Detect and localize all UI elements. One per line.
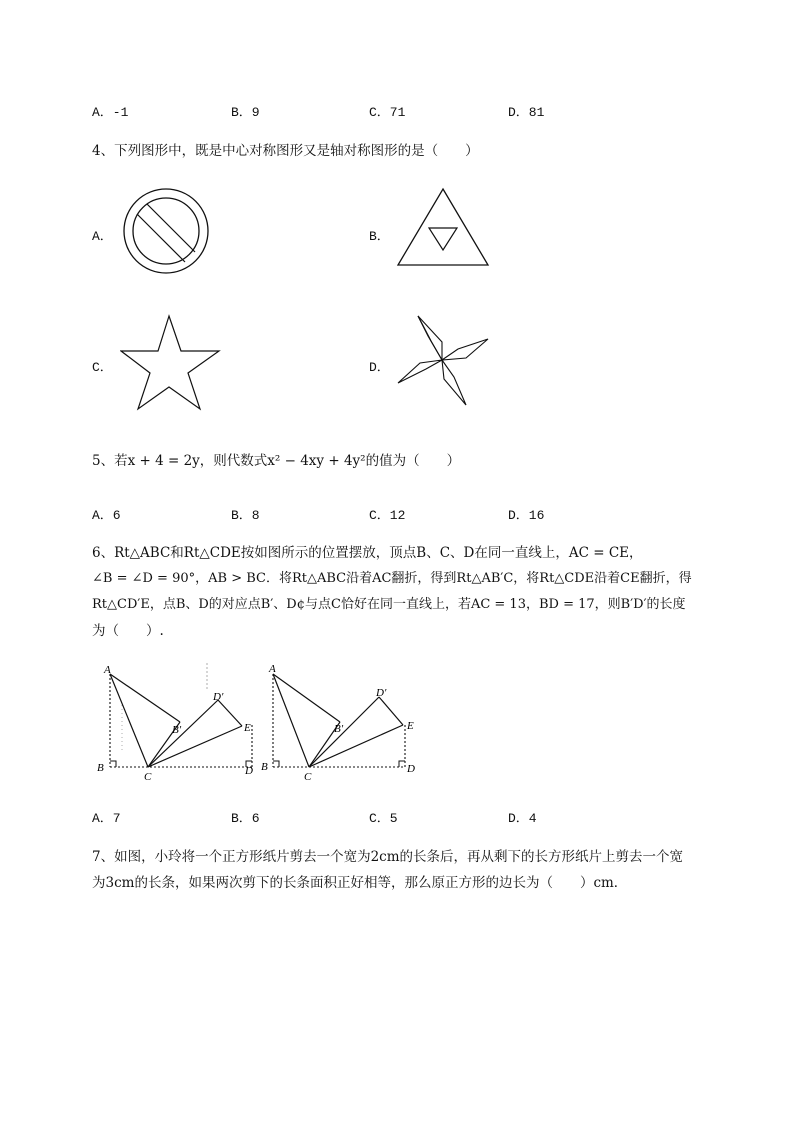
q5-option-c: C．12 [369,508,406,523]
q6-right-label-d: D [407,763,415,775]
q5-option-d: D．16 [508,508,545,523]
pinwheel-figure [396,313,492,409]
q6-right-label-e: E [407,720,414,732]
q6-option-d: D．4 [508,811,537,826]
q6-left-label-b-prime: B′ [172,724,182,736]
q6-left-label-c: C [144,771,152,782]
q5-stem: 5、若x + 4 = 2y，则代数式x² − 4xy + 4y²的值为（ ） [92,453,461,469]
q7-line-1: 7、如图，小玲将一个正方形纸片剪去一个宽为2cm的长条后，再从剩下的长方形纸片上剪去一个宽 [92,849,684,865]
q6-option-a: A．7 [92,811,121,826]
q6-left-label-d-prime: D′ [213,691,224,703]
q6-right-label-a: A [269,663,276,675]
q5-option-a: A．6 [92,508,121,523]
q6-figure-left [92,660,264,782]
q6-right-label-c: C [304,771,312,782]
star-figure [120,314,222,412]
q6-left-label-d: D [245,765,253,777]
q6-right-label-d-prime: D′ [376,687,387,699]
q7-line-2: 为3cm的长条，如果两次剪下的长条面积正好相等，那么原正方形的边长为（ ）cm． [92,875,628,891]
q4-label-b: B． [369,229,390,244]
q4-label-a: A． [92,229,113,244]
q3-option-a: A．-1 [92,105,129,120]
q4-label-d: D． [369,360,390,375]
q5-option-b: B．8 [231,508,260,523]
q6-left-label-a: A [104,664,111,676]
q6-line-1: 6、Rt△ABC和Rt△CDE按如图所示的位置摆放，顶点B、C、D在同一直线上，AC = CE， [92,545,643,561]
q6-line-2: ∠B = ∠D = 90°，AB > BC．将Rt△ABC沿着AC翻折，得到Rt△AB′C，将Rt△CDE沿着CE翻折，得 [92,571,692,586]
q4-label-c: C． [92,360,113,375]
q6-figure-right [260,660,430,782]
q6-right-label-b-prime: B′ [334,723,344,735]
q6-left-label-b: B [97,762,104,774]
q6-left-label-e: E [244,722,251,734]
q6-line-4: 为（ ）. [92,623,164,639]
q6-option-b: B．6 [231,811,260,826]
prohibition-sign-figure [120,186,212,276]
q3-option-d: D．81 [508,105,545,120]
q6-right-label-b: B [261,761,268,773]
q3-option-b: B．9 [231,105,260,120]
q4-stem: 4、下列图形中，既是中心对称图形又是轴对称图形的是（ ） [92,143,479,159]
q6-line-3: Rt△CD′E，点B、D的对应点B′、D¢与点C恰好在同一直线上，若AC = 13，BD = 17，则B′D′的长度 [92,597,686,612]
triangle-figure [396,186,491,268]
q3-option-c: C．71 [369,105,406,120]
q6-option-c: C．5 [369,811,398,826]
